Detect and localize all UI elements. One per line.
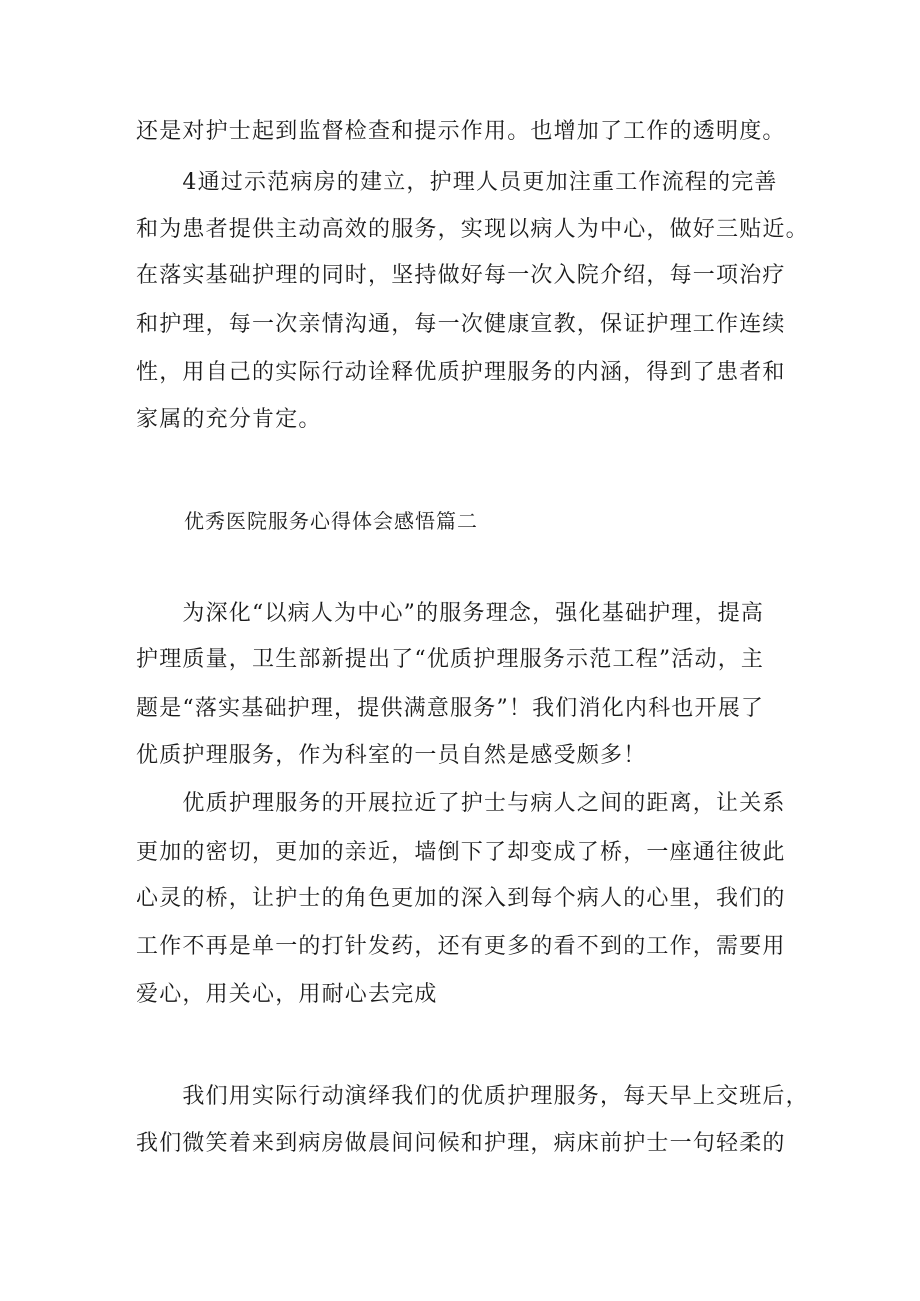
paragraph-line: 4通过示范病房的建立，护理人员更加注重工作流程的完善	[136, 170, 778, 195]
paragraph-line: 为深化“以病人为中心”的服务理念，强化基础护理，提高	[136, 601, 765, 626]
section-heading: 优秀医院服务心得体会感悟篇二	[184, 509, 478, 533]
paragraph-line: 还是对护士起到监督检查和提示作用。也增加了工作的透明度。	[136, 119, 786, 144]
paragraph-line: 在落实基础护理的同时，坚持做好每一次入院介绍，每一项治疗	[136, 263, 786, 288]
paragraph-line: 爱心，用关心，用耐心去完成	[136, 982, 438, 1007]
paragraph-line: 性，用自己的实际行动诠释优质护理服务的内涵，得到了患者和	[136, 360, 786, 385]
paragraph-line: 家属的充分肯定。	[136, 407, 322, 432]
paragraph-line: 更加的密切，更加的亲近，墙倒下了却变成了桥，一座通往彼此	[136, 840, 786, 865]
paragraph-line: 和为患者提供主动高效的服务，实现以病人为中心，做好三贴近。	[136, 217, 809, 242]
paragraph-line: 和护理，每一次亲情沟通，每一次健康宣教，保证护理工作连续	[136, 312, 786, 337]
paragraph-line: 心灵的桥，让护士的角色更加的深入到每个病人的心里，我们的	[136, 886, 786, 911]
paragraph-line: 我们用实际行动演绎我们的优质护理服务，每天早上交班后，	[136, 1084, 809, 1109]
paragraph-line: 我们微笑着来到病房做晨间问候和护理，病床前护士一句轻柔的	[136, 1131, 786, 1156]
paragraph-line: 优质护理服务，作为科室的一员自然是感受颇多！	[136, 743, 647, 768]
paragraph-line: 工作不再是单一的打针发药，还有更多的看不到的工作，需要用	[136, 934, 786, 959]
paragraph-line: 优质护理服务的开展拉近了护士与病人之间的距离，让关系	[136, 791, 786, 816]
paragraph-line: 护理质量，卫生部新提出了“优质护理服务示范工程”活动，主	[136, 647, 765, 672]
paragraph-line: 题是“落实基础护理，提供满意服务”！我们消化内科也开展了	[136, 696, 765, 721]
